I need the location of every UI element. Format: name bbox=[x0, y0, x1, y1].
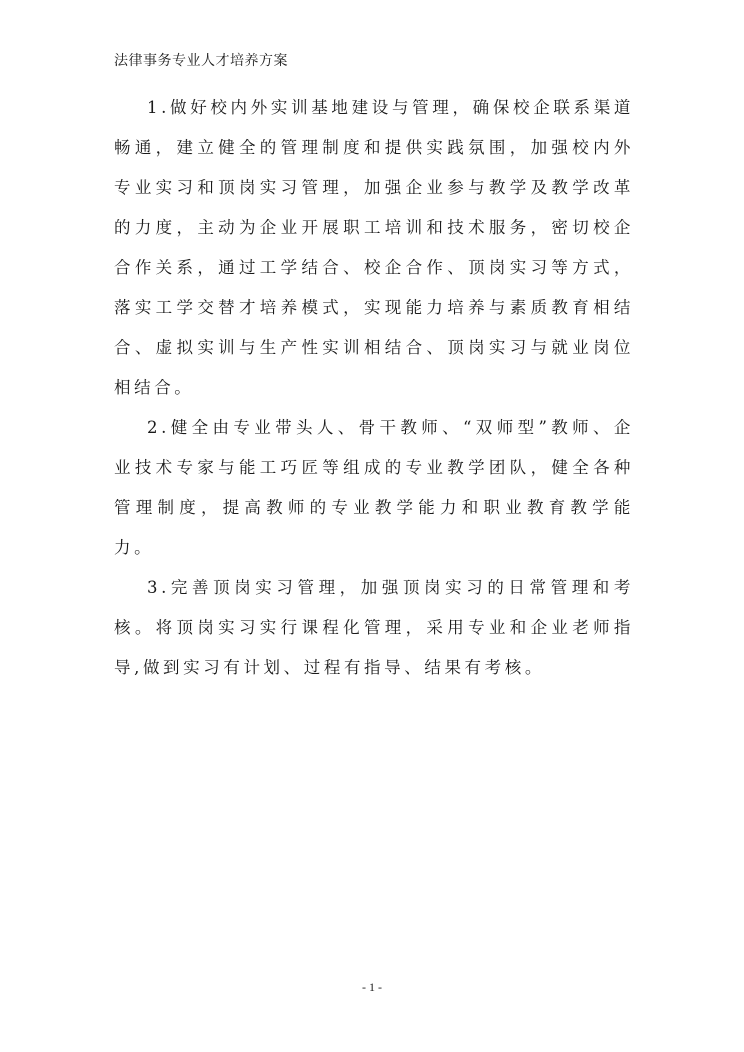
document-body bbox=[114, 88, 634, 688]
page-number: - 1 - bbox=[362, 980, 382, 994]
paragraph-2: 2.健全由专业带头人、骨干教师、“双师型”教师、企业技术专家与能工巧匠等组成的专业教学团队，健全各种管理制度，提高教师的专业教学能力和职业教育教学能力。 bbox=[114, 418, 634, 557]
paragraph-3: 3.完善顶岗实习管理，加强顶岗实习的日常管理和考核。将顶岗实习实行课程化管理，采用专业和企业老师指导,做到实习有计划、过程有指导、结果有考核。 bbox=[114, 578, 634, 677]
page-header-title: 法律事务专业人才培养方案 bbox=[114, 53, 288, 69]
paragraph-1: 1.做好校内外实训基地建设与管理，确保校企联系渠道畅通，建立健全的管理制度和提供实践氛围，加强校内外专业实习和顶岗实习管理，加强企业参与教学及教学改革的力度，主动为企业开展职工培训和技术服务，密切校企合作关系，通过工学结合、校企合作、顶岗实习等方式，落实工学交替才培养模式，实现能力培养与素质教育相结合、虚拟实训与生产性实训相结合、顶岗实习与就业岗位相结合。 bbox=[114, 98, 634, 397]
